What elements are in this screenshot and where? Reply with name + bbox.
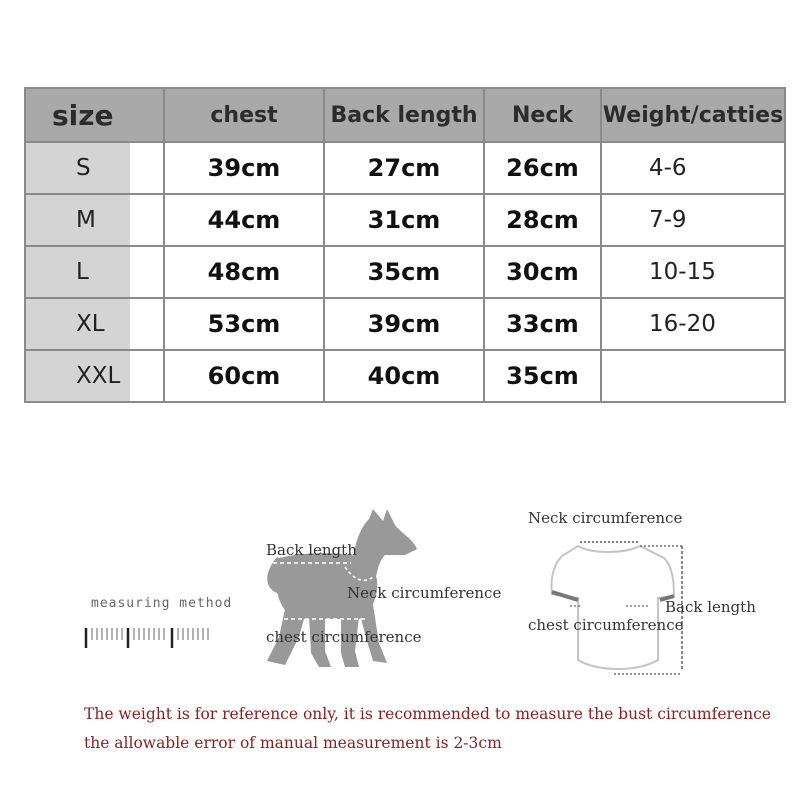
table-row (25, 298, 785, 350)
dog-back-length-label: Back length (266, 541, 357, 559)
size-cell: XXL (25, 350, 164, 402)
table-row (25, 246, 785, 298)
header-back-length: Back length (324, 88, 484, 142)
back-length-cell: 27cm (324, 142, 484, 194)
table-header-row (25, 88, 785, 142)
table-row (25, 142, 785, 194)
neck-cell: 30cm (484, 246, 601, 298)
neck-cell: 26cm (484, 142, 601, 194)
garment-neck-label: Neck circumference (528, 509, 683, 527)
weight-cell: 16-20 (601, 298, 785, 350)
size-cell: S (25, 142, 164, 194)
back-length-cell: 31cm (324, 194, 484, 246)
neck-cell: 28cm (484, 194, 601, 246)
chest-cell: 44cm (164, 194, 324, 246)
size-chart-table (24, 87, 786, 403)
neck-cell: 33cm (484, 298, 601, 350)
weight-cell: 4-6 (601, 142, 785, 194)
dog-neck-label: Neck circumference (347, 584, 502, 602)
back-length-cell: 40cm (324, 350, 484, 402)
back-length-cell: 39cm (324, 298, 484, 350)
header-chest: chest (164, 88, 324, 142)
size-cell: M (25, 194, 164, 246)
chest-cell: 53cm (164, 298, 324, 350)
table-row (25, 350, 785, 402)
back-length-cell: 35cm (324, 246, 484, 298)
measuring-method-label: measuring method (91, 596, 233, 611)
dog-chest-label: chest circumference (266, 628, 422, 646)
note-line-1: The weight is for reference only, it is recommended to measure the bust circumference (84, 705, 771, 723)
garment-back-length-label: Back length (665, 598, 756, 616)
weight-cell: 7-9 (601, 194, 785, 246)
chest-cell: 60cm (164, 350, 324, 402)
table-row (25, 194, 785, 246)
chest-cell: 48cm (164, 246, 324, 298)
note-line-2: the allowable error of manual measurement is 2-3cm (84, 734, 502, 752)
garment-chest-label: chest circumference (528, 616, 684, 634)
size-cell: L (25, 246, 164, 298)
weight-cell: 10-15 (601, 246, 785, 298)
header-weight: Weight/catties (601, 88, 785, 142)
ruler-icon (84, 624, 214, 652)
size-cell: XL (25, 298, 164, 350)
header-neck: Neck (484, 88, 601, 142)
header-size: size (25, 88, 164, 142)
chest-cell: 39cm (164, 142, 324, 194)
neck-cell: 35cm (484, 350, 601, 402)
weight-cell (601, 350, 785, 402)
